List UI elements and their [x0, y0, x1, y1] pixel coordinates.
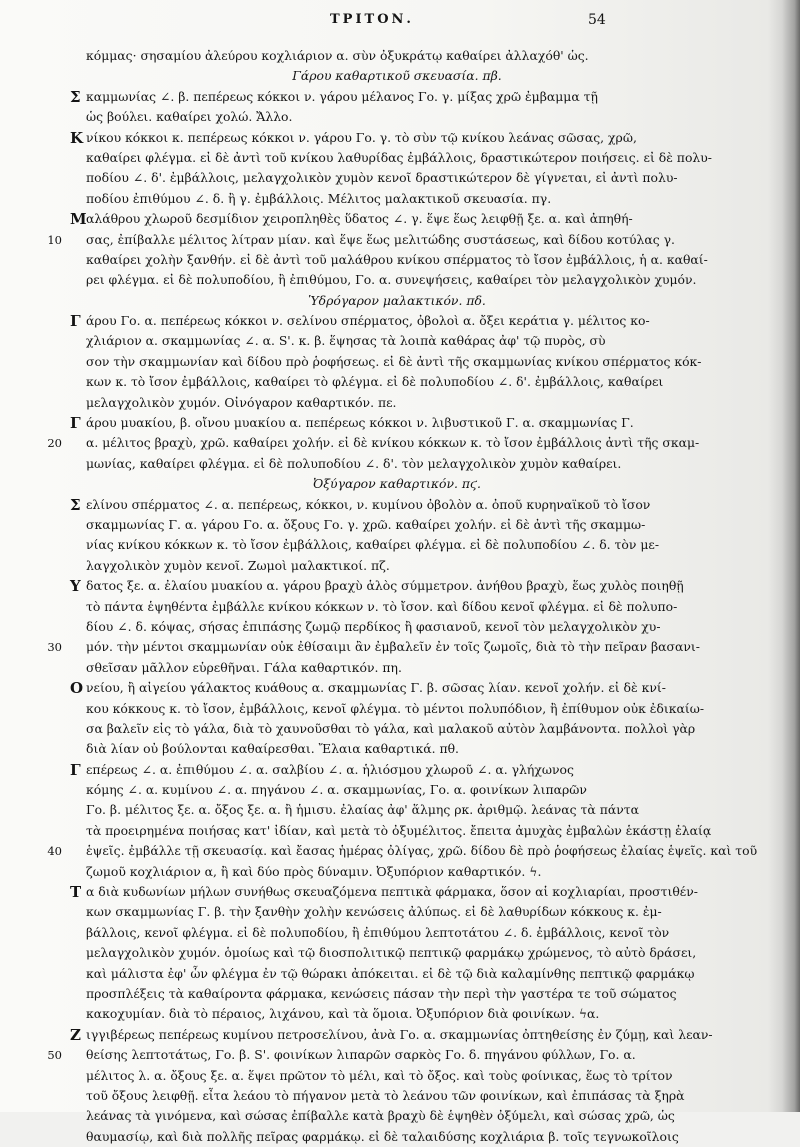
- line-text: νίας κνίκου κόκκων κ. τὸ ἴσον ἐμβάλλοις, καθαίρει φλέγμα. εἰ δὲ πολυποδίου ∠. δ. τὸν με-: [86, 537, 660, 553]
- initial-capital: Σ: [70, 87, 81, 106]
- text-line: [28, 107, 766, 127]
- line-text: χλιάριον α. σκαμμωνίας ∠. α. S'. κ. β. ἕψησας τὰ λοιπὰ καθάρας ἀφ' τῷ πυρὸς, σὺ: [86, 333, 606, 349]
- text-line: [28, 841, 766, 861]
- line-text: ἑψεῖς. ἐμβάλλε τῇ σκευασίᾳ. καὶ ἔασας ἡμέρας ὀλίγας, χρῶ. δίδου δὲ πρὸ ῥοφήσεως ἐλαίας ἑψεῖς. καὶ τοῦ: [86, 843, 758, 859]
- text-line: [28, 923, 766, 943]
- text-line: [28, 739, 766, 759]
- text-line: [28, 46, 766, 66]
- line-text: Γο. β. μέλιτος ξε. α. ὄξος ξε. α. ἢ ἡμισυ. ἐλαίας ἀφ' ἅλμης ρκ. ἀριθμῷ. λεάνας τὰ πάντα: [86, 802, 639, 818]
- text-line: [28, 597, 766, 617]
- text-line: [28, 331, 766, 351]
- text-line: [28, 902, 766, 922]
- line-text: νείου, ἢ αἰγείου γάλακτος κυάθους α. σκαμμωνίας Γ. β. σῶσας λίαν. κενοῖ χολήν. εἰ δὲ κνί-: [86, 680, 666, 696]
- page-edge-shadow: [782, 0, 800, 1112]
- line-text: α. μέλιτος βραχὺ, χρῶ. καθαίρει χολήν. εἰ δὲ κνίκου κόκκων κ. τὸ ἴσον ἐμβάλλοις ἀντὶ τῆς σκαμ-: [86, 435, 700, 451]
- text-line: [28, 943, 766, 963]
- line-text: καθαίρει φλέγμα. εἰ δὲ ἀντὶ τοῦ κνίκου λαθυρίδας ἐμβάλλοις, δραστικώτερον ποιήσεις. εἰ δὲ πολυ-: [86, 149, 712, 165]
- text-line: [28, 1066, 766, 1086]
- initial-capital: Γ: [70, 760, 81, 779]
- text-line: [28, 87, 766, 107]
- initial-capital: Υ: [70, 577, 81, 596]
- text-line: [28, 1127, 766, 1147]
- line-text: βάλλοις, κενοῖ φλέγμα. εἰ δὲ πολυποδίου, ἢ ἐπιθύμου λεπτοτάτου ∠. δ. ἐμβάλλοις, κενοῖ τὸν: [86, 924, 670, 940]
- initial-capital: Ζ: [70, 1025, 81, 1044]
- line-text: δίου ∠. δ. κόψας, σήσας ἐπιπάσης ζωμῷ περδίκος ἢ φασιανοῦ, κενοῖ τὸν μελαγχολικὸν χυ-: [86, 618, 661, 634]
- text-line: [28, 189, 766, 209]
- text-line: [28, 964, 766, 984]
- line-text: μωνίας, καθαίρει φλέγμα. εἰ δὲ πολυποδίου ∠. δ'. τὸν μελαγχολικὸν χυμὸν καθαίρει.: [86, 455, 622, 471]
- text-line: [28, 372, 766, 392]
- section-heading-text: Ὑδρόγαρον μαλακτικόν. πδ.: [308, 292, 486, 308]
- section-heading: [28, 291, 766, 311]
- line-text: προσπλέξεις τὰ καθαίροντα φάρμακα, κενώσεις πάσαν τὴν περὶ τὴν γαστέρα τε τοῦ σώματος: [86, 985, 677, 1001]
- text-line: [28, 495, 766, 515]
- line-number: 10: [47, 232, 62, 247]
- line-text: λεάνας τὰ γινόμενα, καὶ σώσας ἐπίβαλλε κατὰ βραχὺ δὲ ἑψηθὲν ὀξύμελι, καὶ σώσας χρῶ, ὡς: [86, 1108, 675, 1124]
- line-text: άρου Γο. α. πεπέρεως κόκκοι ν. σελίνου σπέρματος, ὀβολοὶ α. ὄξει κεράτια γ. μέλιτος κο-: [86, 313, 650, 329]
- line-text: διὰ λίαν οὐ βούλονται καθαίρεσθαι. Ἔλαια καθαρτικά. πθ.: [86, 741, 459, 757]
- initial-capital: Γ: [70, 414, 81, 433]
- line-text: ελίνου σπέρματος ∠. α. πεπέρεως, κόκκοι, ν. κυμίνου ὀβολὸν α. ὀποῦ κυρηναϊκοῦ τὸ ἴσον: [86, 496, 651, 512]
- initial-capital: Γ: [70, 312, 81, 331]
- main-text-block: [28, 46, 766, 1147]
- line-text: σον τὴν σκαμμωνίαν καὶ δίδου πρὸ ῥοφήσεως. εἰ δὲ ἀντὶ τῆς σκαμμωνίας κνίκου σπέρματος κόκ-: [86, 353, 702, 369]
- line-text: σθεῖσαν μᾶλλον εὑρεθῆναι. Γάλα καθαρτικόν. πη.: [86, 659, 402, 675]
- text-line: [28, 678, 766, 698]
- initial-capital: Κ: [70, 128, 84, 147]
- line-text: επέρεως ∠. α. ἐπιθύμου ∠. α. σαλβίου ∠. α. ἡλιόσμου χλωροῦ ∠. α. γλήχωνος: [86, 761, 574, 777]
- line-text: ρει φλέγμα. εἰ δὲ πολυποδίου, ἢ ἐπιθύμου, Γο. α. συνεψήσεις, καθαίρει τὸν μελαγχολικὸν χυμόν.: [86, 272, 697, 288]
- initial-capital: Σ: [70, 495, 81, 514]
- text-line: [28, 1004, 766, 1024]
- line-text: κακοχυμίαν. διὰ τὸ πέραιος, λιχάνου, καὶ τὰ ὅμοια. Ὀξυπόριον διὰ φοινίκων. ϟα.: [86, 1006, 600, 1022]
- text-line: [28, 882, 766, 902]
- line-text: ζωμοῦ κοχλιάριον α, ἢ καὶ δύο πρὸς δύναμιν. Ὀξυπόριον καθαρτικόν. ϟ.: [86, 863, 542, 879]
- line-text: κων σκαμμωνίας Γ. β. τὴν ξανθὴν χολὴν κενώσεις ἀλύπως. εἰ δὲ λαθυρίδων κόκκους κ. ἐμ-: [86, 904, 662, 920]
- text-line: [28, 637, 766, 657]
- text-line: [28, 454, 766, 474]
- text-line: [28, 250, 766, 270]
- text-line: [28, 352, 766, 372]
- section-heading: [28, 474, 766, 494]
- line-text: δατος ξε. α. ἐλαίου μυακίου α. γάρου βραχὺ ἁλὸς σύμμετρον. ἀνήθου βραχὺ, ἕως χυλὸς ποιηθῇ: [86, 578, 684, 594]
- text-line: [28, 168, 766, 188]
- line-number: 30: [47, 640, 62, 655]
- text-line: [28, 433, 766, 453]
- initial-capital: Τ: [70, 883, 82, 902]
- text-line: [28, 1106, 766, 1126]
- line-text: μόν. τὴν μέντοι σκαμμωνίαν οὐκ ἐθίσαιμι ἂν ἐμβαλεῖν ἐν τοῖς ζωμοῖς, διὰ τὸ τὴν πεῖραν βασανι-: [86, 639, 700, 655]
- line-text: σα βαλεῖν εἰς τὸ γάλα, διὰ τὸ χαυνοῦσθαι τὸ γάλα, καὶ μαλακοῦ αὐτὸν λαμβάνοντα. πολλοὶ γὰρ: [86, 720, 696, 736]
- text-line: [28, 984, 766, 1004]
- line-text: θείσης λεπτοτάτως, Γο. β. S'. φοινίκων λιπαρῶν σαρκὸς Γο. δ. πηγάνου φύλλων, Γο. α.: [86, 1047, 636, 1063]
- line-number: 20: [47, 436, 62, 451]
- line-text: κου κόκκους κ. τὸ ἴσον, ἐμβάλλοις, κενοῖ φλέγμα. τὸ μέντοι πολυπόδιον, ἢ ἐπίθυμον οὐκ ἐδικαίω-: [86, 700, 705, 716]
- text-line: [28, 862, 766, 882]
- line-text: ὡς βούλει. καθαίρει χολώ. Ἄλλο.: [86, 109, 293, 125]
- text-line: [28, 413, 766, 433]
- text-line: [28, 760, 766, 780]
- line-text: λαγχολικὸν χυμὸν κενοῖ. Ζωμοὶ μαλακτικοί. πζ.: [86, 557, 390, 573]
- line-text: μέλιτος λ. α. ὄξους ξε. α. ἕψει πρῶτον τὸ μέλι, καὶ τὸ ὄξος. καὶ τοὺς φοίνικας, ἕως τὸ τρίτον: [86, 1067, 673, 1083]
- text-line: [28, 209, 766, 229]
- text-line: [28, 128, 766, 148]
- text-line: [28, 800, 766, 820]
- line-text: ποδίου ἐπιθύμου ∠. δ. ἢ γ. ἐμβάλλοις. Μέλιτος μαλακτικοῦ σκευασία. πγ.: [86, 190, 552, 206]
- text-line: [28, 515, 766, 535]
- line-text: σας, ἐπίβαλλε μέλιτος λίτραν μίαν. καὶ ἕψε ἕως μελιτώδης συστάσεως, καὶ δίδου κοτύλας γ.: [86, 231, 675, 247]
- text-line: [28, 821, 766, 841]
- line-number: 50: [47, 1048, 62, 1063]
- line-text: καθαίρει χολὴν ξανθήν. εἰ δὲ ἀντὶ τοῦ μαλάθρου κνίκου σπέρματος τὸ ἴσον ἐμβάλλοις, ἡ α. καθαί-: [86, 251, 708, 267]
- initial-capital: Ο: [70, 679, 84, 698]
- running-title: ΤΡΙΤΟΝ.: [330, 12, 414, 27]
- line-text: τὰ προειρημένα ποιήσας κατ' ἰδίαν, καὶ μετὰ τὸ ὀξυμέλιτος. ἔπειτα ἀμυχὰς ἐμβαλὼν ἑκάστῃ ἐλαίᾳ: [86, 822, 712, 838]
- line-text: τοῦ ὄξους λειφθῇ. εἶτα λεάου τὸ πήγανον μετὰ τὸ λεάνου τῶν φοινίκων, καὶ ἐπιπάσας τὰ ξηρὰ: [86, 1087, 685, 1103]
- line-text: κων κ. τὸ ἴσον ἐμβάλλοις, καθαίρει τὸ φλέγμα. εἰ δὲ πολυποδίου ∠. δ'. ἐμβάλλοις, καθαίρει: [86, 374, 664, 390]
- line-text: μελαγχολικὸν χυμόν. ὁμοίως καὶ τῷ διοσπολιτικῷ πεπτικῷ φαρμάκῳ χρώμενος, τὸ αὐτὸ δράσει,: [86, 945, 697, 961]
- text-line: [28, 311, 766, 331]
- section-heading: [28, 66, 766, 86]
- text-line: [28, 393, 766, 413]
- text-line: [28, 780, 766, 800]
- initial-capital: Μ: [70, 210, 87, 229]
- line-text: σκαμμωνίας Γ. α. γάρου Γο. α. ὄξους Γο. γ. χρῶ. καθαίρει χολήν. εἰ δὲ ἀντὶ τῆς σκαμμω-: [86, 516, 646, 532]
- text-line: [28, 230, 766, 250]
- section-heading-text: Ὀξύγαρον καθαρτικόν. πϛ.: [313, 476, 481, 492]
- line-text: α διὰ κυδωνίων μήλων συνήθως σκευαζόμενα πεπτικὰ φάρμακα, ὅσον αἱ κοχλιαρίαι, προστιθέν-: [86, 884, 698, 900]
- text-line: [28, 148, 766, 168]
- line-text: θαυμασίῳ, καὶ διὰ πολλῆς πεῖρας φαρμάκῳ. εἰ δὲ ταλαιδύσης κοχλιάρια β. τοῖς τεγνωκοῖλοις: [86, 1128, 679, 1144]
- text-line: [28, 1086, 766, 1106]
- line-text: ποδίου ∠. δ'. ἐμβάλλοις, μελαγχολικὸν χυμὸν κενοῖ δραστικώτερον δὲ γίγνεται, εἰ ἀντὶ πολυ-: [86, 170, 678, 186]
- line-text: κόμης ∠. α. κυμίνου ∠. α. πηγάνου ∠. α. σκαμμωνίας, Γο. α. φοινίκων λιπαρῶν: [86, 782, 587, 798]
- text-line: [28, 270, 766, 290]
- section-heading-text: Γάρου καθαρτικοῦ σκευασία. πβ.: [292, 68, 502, 84]
- line-number: 40: [47, 844, 62, 859]
- text-line: [28, 699, 766, 719]
- line-text: κόμμας· σησαμίου ἀλεύρου κοχλιάριον α. σὺν ὀξυκράτῳ καθαίρει ἀλλαχόθ' ὡς.: [86, 48, 589, 63]
- text-line: [28, 1045, 766, 1065]
- line-text: ιγγιβέρεως πεπέρεως κυμίνου πετροσελίνου, ἀνὰ Γο. α. σκαμμωνίας ὀπτηθείσης ἐν ζύμῃ, καὶ λεαν-: [86, 1026, 713, 1042]
- line-text: τὸ πάντα ἑψηθέντα ἐμβάλλε κνίκου κόκκων ν. τὸ ἴσον. καὶ δίδου κενοῖ φλέγμα. εἰ δὲ πολυπο-: [86, 598, 678, 614]
- text-line: [28, 535, 766, 555]
- text-line: [28, 1025, 766, 1045]
- line-text: καὶ μάλιστα ἐφ' ὧν φλέγμα ἐν τῷ θώρακι ἀπόκειται. εἰ δὲ τῷ διὰ καλαμίνθης πεπτικῷ φαρμάκῳ: [86, 965, 695, 981]
- line-text: καμμωνίας ∠. β. πεπέρεως κόκκοι ν. γάρου μέλανος Γο. γ. μίξας χρῶ ἐμβαμμα τῇ: [86, 88, 598, 104]
- line-text: αλάθρου χλωροῦ δεσμίδιον χειροπληθὲς ὕδατος ∠. γ. ἕψε ἕως λειφθῇ ξε. α. καὶ ἀπηθή-: [86, 211, 633, 227]
- text-line: [28, 658, 766, 678]
- page-header: [0, 12, 800, 34]
- line-text: άρου μυακίου, β. οἴνου μυακίου α. πεπέρεως κόκκοι ν. λιβυστικοῦ Γ. α. σκαμμωνίας Γ.: [86, 415, 634, 431]
- text-line: [28, 719, 766, 739]
- text-line: [28, 576, 766, 596]
- line-text: νίκου κόκκοι κ. πεπέρεως κόκκοι ν. γάρου Γο. γ. τὸ σὺν τῷ κνίκου λεάνας σῶσας, χρῶ,: [86, 129, 637, 145]
- page-number: 54: [588, 12, 606, 28]
- text-line: [28, 556, 766, 576]
- line-text: μελαγχολικὸν χυμόν. Οἰνόγαρον καθαρτικόν. πε.: [86, 394, 397, 410]
- text-line: [28, 617, 766, 637]
